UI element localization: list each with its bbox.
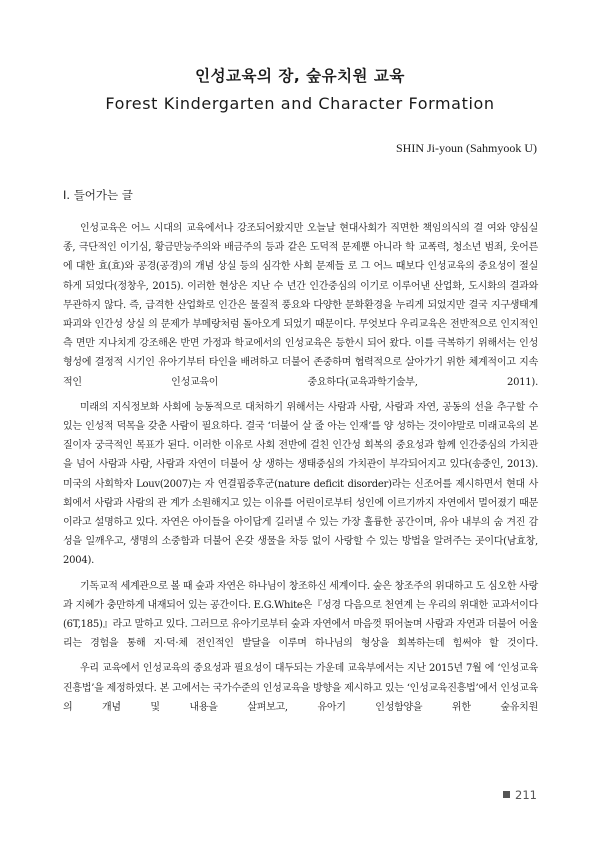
title-korean: 인성교육의 장, 숲유치원 교육 bbox=[195, 67, 405, 85]
paragraph-2: 미래의 지식정보화 사회에 능동적으로 대처하기 위해서는 사람과 사람, 사람과 자연, 공동의 선을 추구할 수 있는 인성적 덕목을 갖춘 사람이 필요하다. 결국 ‘더불어 살 줄 아는 인재’를 양 성하는 것이야말로 미래교육의 본질이자 궁극적인 목표가 된다. 이러한 이유로 사회 전반에 걸친 인간성 회복의 중요성과 함께 인간중심의 가치관을 넘어 사람과 사람, 사람과 자연이 더불어 상 생하는 생태중심의 가치관이 부각되어지고 있다(송중인, 2013). 미국의 사회학자 Louv(2007)는 자 연결핍증후군(nature deficit disorder)라는 신조어를 제시하면서 현대 사회에서 사람과 사람의 관 계가 소원해지고 있는 이유를 어린이로부터 성인에 이르기까지 자연에서 멀어졌기 때문이라고 설명하고 있다. 자연은 아이들을 아이답게 길러낼 수 있는 가장 훌륭한 공간이며, 유아 내부의 숨 겨진 감성을 일깨우고, 생명의 소중함과 더불어 온갖 생물을 차등 없이 사랑할 수 있는 방법을 알려주는 곳이다(남효창, 2004). bbox=[63, 401, 538, 567]
title-english: Forest Kindergarten and Character Formation bbox=[105, 94, 495, 113]
paragraph-3: 기독교적 세계관으로 볼 때 숲과 자연은 하나님이 창조하신 세계이다. 숲은 창조주의 위대하고 도 심오한 사랑과 지혜가 충만하게 내재되어 있는 공간이다. E.G.White은『성경 다음으로 천연계 는 우리의 위대한 교과서이다(6T,185)』라고 말하고 있다. 그러므로 유아기로부터 숲과 자연에서 마음껏 뛰어놀며 사람과 자연과 더불어 어울리는 경험을 통해 지·덕·체 전인적인 발달을 이루며 하나님의 형상을 회복하는데 힘써야 할 것이다. bbox=[63, 580, 538, 650]
author-line: SHIN Ji-youn (Sahmyook U) bbox=[396, 141, 537, 155]
section-heading: Ⅰ. 들어가는 글 bbox=[63, 188, 133, 202]
body-text bbox=[63, 219, 538, 723]
square-bullet-icon bbox=[503, 791, 510, 798]
paragraph-4: 우리 교육에서 인성교육의 중요성과 필요성이 대두되는 가운데 교육부에서는 지난 2015년 7월 에 ‘인성교육진흥법’을 제정하였다. 본 고에서는 국가수준의 인성교육을 방향을 제시하고 있는 ‘인성교육진흥법’에서 인성교육의 개념 및 내용을 살펴보고, 유아기 인성함양을 위한 숲유치원 bbox=[63, 663, 538, 713]
page-footer bbox=[503, 788, 537, 802]
paragraph-1: 인성교육은 어느 시대의 교육에서나 강조되어왔지만 오늘날 현대사회가 직면한 책임의식의 결 여와 양심실종, 극단적인 이기심, 황금만능주의와 배금주의 등과 같은 도덕적 문제뿐 아니라 학 교폭력, 청소년 범죄, 웃어른에 대한 효(효)와 공경(공경)의 개념 상실 등의 심각한 사회 문제들 로 그 어느 때보다 인성교육의 중요성이 절실하게 되었다(정창우, 2015). 이러한 현상은 지난 수 년간 인간중심의 이기로 이루어낸 산업화, 도시화의 결과와 무관하지 않다. 즉, 급격한 산업화로 인간은 물질적 풍요와 다양한 문화환경을 누리게 되었지만 결국 지구생태계 파괴와 인간성 상실 의 문제가 부메랑처럼 돌아오게 되었기 때문이다. 무엇보다 우리교육은 전반적으로 인지적인 측 면만 지나치게 강조해온 반면 가정과 학교에서의 인성교육은 등한시 되어 왔다. 이를 극복하기 위해서는 인성형성에 결정적 시기인 유아기부터 타인을 배려하고 더불어 존중하며 협력적으로 살아가기 위한 체계적이고 지속적인 인성교육이 중요하다(교육과학기술부, 2011). bbox=[63, 223, 538, 388]
page-number: 211 bbox=[515, 788, 537, 802]
